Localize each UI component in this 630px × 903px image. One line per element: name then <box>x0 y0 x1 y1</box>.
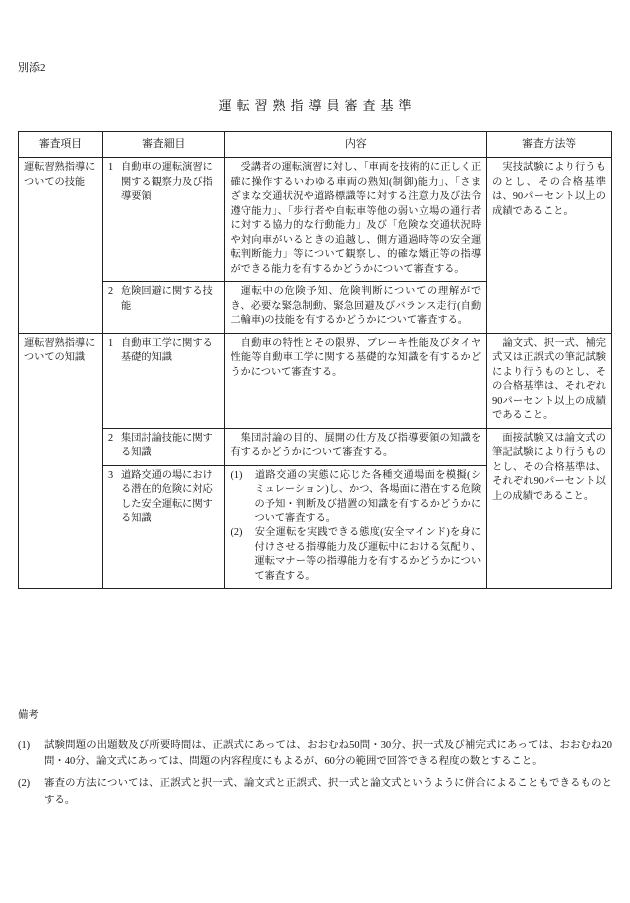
content-subitem-mark: (2) <box>230 527 243 539</box>
detail-cell <box>103 158 225 282</box>
detail-text: 自動車の運転演習に関する観察力及び指導要領 <box>121 162 213 203</box>
method-paragraph: 面接試験又は論文式の筆記試験により行うものとし、その合格基準は、それぞれ90パーセント以上の成績であること。 <box>492 432 606 502</box>
column-header-method: 審査方法等 <box>487 132 612 158</box>
content-subitem-mark: (1) <box>230 469 243 481</box>
content-subitem <box>230 469 481 527</box>
content-cell <box>225 428 487 465</box>
detail-text: 自動車工学に関する基礎的知識 <box>121 337 213 364</box>
detail-entry <box>108 161 219 204</box>
remarks-item-text: 審査の方法については、正誤式と択一式、論文式と正誤式、択一式と論文式というように併合によることもできるものとする。 <box>44 778 612 806</box>
table-header-row <box>19 132 612 158</box>
column-header-item: 審査項目 <box>19 132 103 158</box>
method-cell <box>487 428 612 589</box>
section-item-skill: 運転習熟指導についての技能 <box>19 158 103 333</box>
content-paragraph: 自動車の特性とその限界、ブレーキ性能及びタイヤ性能等自動車工学に関する基礎的な知識を有するかどうかについて審査する。 <box>230 337 482 378</box>
method-cell <box>487 333 612 428</box>
detail-text: 危険回避に関する技能 <box>121 286 213 312</box>
method-paragraph: 論文式、択一式、補完式又は正誤式の筆記試験により行うものとし、その合格基準は、それぞれ90パーセント以上の成績であること。 <box>492 337 606 422</box>
remarks-item-mark: (2) <box>18 778 31 790</box>
remarks-item-text: 試験問題の出題数及び所要時間は、正誤式にあっては、おおむね50問・30分、択一式及び補完式にあっては、おおむね20問・40分、論文式にあっては、問題の内容程度にもよるが、60分の範囲で回答できる程度の数とすること。 <box>44 740 612 768</box>
column-header-content: 内容 <box>225 132 487 158</box>
section-item-knowledge: 運転習熟指導についての知識 <box>19 333 103 589</box>
detail-number: 1 <box>108 337 114 349</box>
table-row <box>19 158 612 282</box>
table-row <box>19 428 612 465</box>
column-header-detail: 審査細目 <box>103 132 225 158</box>
method-paragraph: 実技試験により行うものとし、その合格基準は、90パーセント以上の成績であること。 <box>492 162 606 217</box>
content-subitem <box>230 526 481 584</box>
detail-number: 2 <box>108 432 114 444</box>
content-subitem-text: 安全運転を実践できる態度(安全マインド)を身に付けさせる指導能力及び運転中における気配り、運転マナー等の指導能力を有するかどうかについて審査する。 <box>254 527 482 582</box>
content-paragraph: 受講者の運転演習に対し、「車両を技術的に正しく正確に操作するいわゆる車両の熟知(制御)能力」、「さまざまな交通状況や道路標識等に対する注意力及び法令遵守能力」、「歩行者や自転車等他の弱い立場の通行者に対する協力的な行動能力」及び「危険な交通状況時や対向車がいるときの追越し、側方通過時等の安全運転判断能力」等について観察し、的確な矯正等の指導ができる能力を有するかどうかについて審査する。 <box>230 162 482 275</box>
remarks-item-mark: (1) <box>18 740 31 752</box>
content-cell <box>225 282 487 333</box>
detail-text: 道路交通の場における潜在的危険に対応した安全運転に関する知識 <box>121 469 213 524</box>
criteria-table <box>18 131 612 589</box>
remarks-section <box>18 708 612 815</box>
table-header <box>19 132 612 158</box>
remarks-title: 備考 <box>18 710 39 721</box>
table-body <box>19 158 612 589</box>
method-cell <box>487 158 612 333</box>
detail-entry <box>108 432 219 461</box>
content-paragraph: 運転中の危険予知、危険判断についての理解ができ、必要な緊急制動、緊急回避及びバランス走行(自動二輪車)の技能を有するかどうかについて審査する。 <box>230 286 482 327</box>
detail-cell <box>103 465 225 589</box>
detail-text: 集団討論技能に関する知識 <box>121 432 213 459</box>
detail-cell <box>103 428 225 465</box>
detail-entry <box>108 285 219 314</box>
content-cell <box>225 158 487 282</box>
detail-number: 3 <box>108 469 114 481</box>
content-paragraph: 集団討論の目的、展開の仕方及び指導要領の知識を有するかどうかについて審査する。 <box>230 432 482 459</box>
content-cell <box>225 333 487 428</box>
remarks-item <box>18 738 612 770</box>
detail-number: 1 <box>108 162 114 174</box>
remarks-item <box>18 776 612 808</box>
detail-entry <box>108 337 219 366</box>
document-reference-label: 別添2 <box>18 62 46 74</box>
detail-entry <box>108 469 219 527</box>
page-title: 運転習熟指導員審査基準 <box>218 98 417 113</box>
detail-cell <box>103 333 225 428</box>
content-cell <box>225 465 487 589</box>
table-row <box>19 333 612 428</box>
detail-cell <box>103 282 225 333</box>
detail-number: 2 <box>108 286 114 298</box>
content-subitem-text: 道路交通の実態に応じた各種交通場面を模擬(シミュレーション)し、かつ、各場面に潜在する危険の予知・判断及び措置の知識を有するかどうかについて審査する。 <box>254 469 482 524</box>
